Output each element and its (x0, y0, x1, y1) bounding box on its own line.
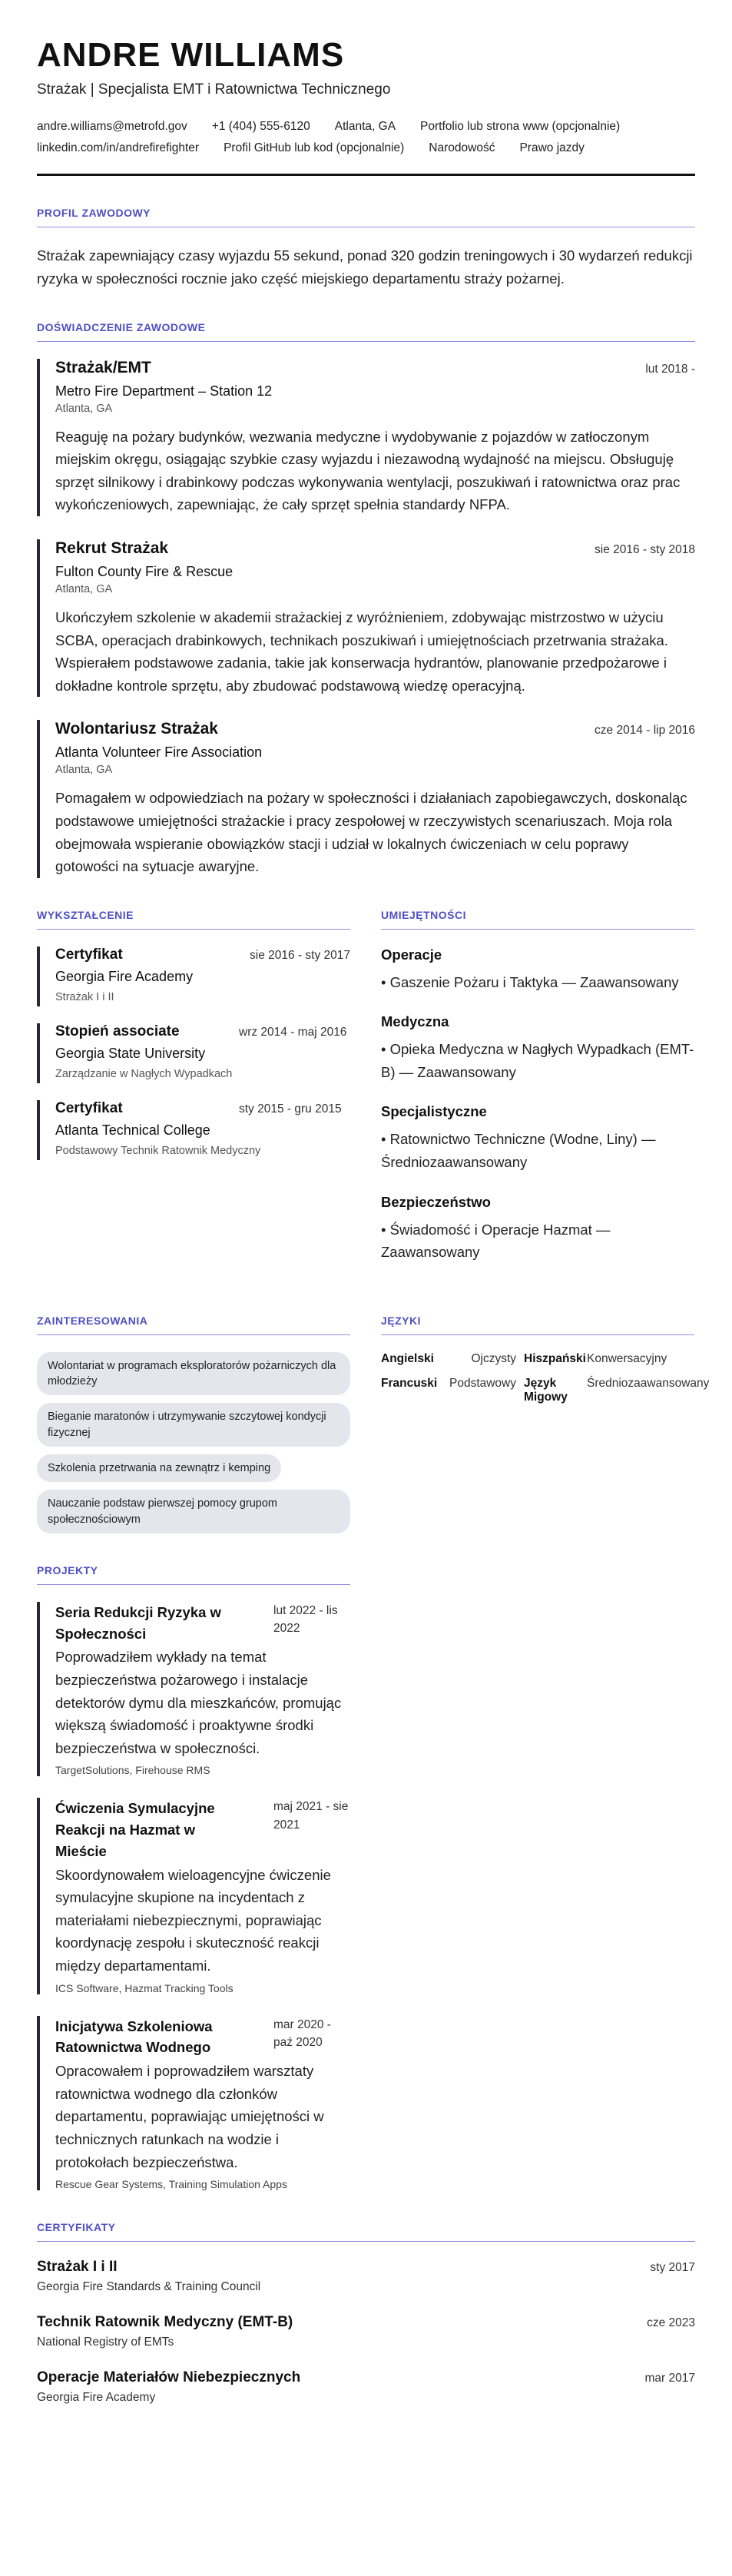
education-school: Georgia State University (55, 1045, 206, 1061)
interest-list (37, 1352, 350, 1533)
certificate-name: Operacje Materiałów Niebezpiecznych (37, 2369, 301, 2386)
section-title-skills: UMIEJĘTNOŚCI (381, 909, 694, 930)
job-entry (37, 539, 695, 697)
project-tech: Rescue Gear Systems, Training Simulation Apps (55, 2178, 287, 2191)
job-title: Wolontariusz Strażak (55, 720, 218, 738)
section-title-certificates: CERTYFIKATY (37, 2221, 695, 2242)
project-title: Seria Redukcji Ryzyka w Społeczności (55, 1603, 221, 1642)
job-description: Reaguję na pożary budynków, wezwania medyczne i wydobywanie z pojazdów w zatłoczonym miejskim okręgu, osiągając szybkie czasy wyjazdu i niezawodną wydajność na miejscu. Obsługuję sprzęt silnikowy i drabinkowy podczas wykonywania wentylacji, poszukiwań i ratownictwa oraz prac wykończeniowych, zapewniając, że cały sprzęt spełnia standardy NFPA. (55, 428, 681, 513)
skill-group (381, 1103, 694, 1173)
education-school: Georgia Fire Academy (55, 968, 194, 984)
contact-list (37, 120, 695, 155)
job-company: Atlanta Volunteer Fire Association (55, 744, 263, 761)
skill-category: Bezpieczeństwo (381, 1193, 491, 1210)
project-title: Ćwiczenia Symulacyjne Reakcji na Hazmat w Mieście (55, 1800, 215, 1859)
education-field: Zarządzanie w Nagłych Wypadkach (55, 1067, 233, 1080)
certificate-entry (37, 2314, 695, 2349)
education-entry (37, 1100, 350, 1160)
summary-text: Strażak zapewniający czasy wyjazdu 55 sekund, ponad 320 godzin treningowych i 30 wydarzeń redukcji ryzyka w społeczności rocznie jako część miejskiego departamentu straży pożarnej. (37, 247, 693, 287)
interest-chip: Nauczanie podstaw pierwszej pomocy grupom społecznościowym (37, 1490, 350, 1533)
section-title-education: WYKSZTAŁCENIE (37, 909, 350, 930)
education-entry (37, 947, 350, 1006)
section-title-interests: ZAINTERESOWANIA (37, 1315, 350, 1335)
candidate-name: ANDRE WILLIAMS (37, 36, 345, 74)
contact-linkedin[interactable]: linkedin.com/in/andrefirefighter (37, 141, 200, 155)
education-date: sie 2016 - sty 2017 (250, 948, 350, 962)
education-date: sty 2015 - gru 2015 (239, 1102, 342, 1116)
skill-group (381, 1194, 694, 1264)
section-title-summary: PROFIL ZAWODOWY (37, 207, 695, 227)
section-title-projects: PROJEKTY (37, 1564, 350, 1585)
education-field: Podstawowy Technik Ratownik Medyczny (55, 1144, 261, 1157)
certificate-date: cze 2023 (647, 2316, 695, 2330)
job-entry (37, 359, 695, 516)
contact-nationality: Narodowość (429, 141, 495, 155)
contact-portfolio[interactable]: Portfolio lub strona www (opcjonalnie) (420, 120, 621, 134)
language-level: Podstawowy (449, 1376, 516, 1390)
contact-phone[interactable]: +1 (404) 555-6120 (211, 120, 310, 134)
language-name: Hiszpański (524, 1351, 586, 1365)
contact-email[interactable]: andre.williams@metrofd.gov (37, 120, 187, 134)
job-title: Rekrut Strażak (55, 539, 169, 557)
education-field: Strażak I i II (55, 990, 114, 1003)
job-date: lut 2018 - (645, 362, 695, 376)
language-name: Francuski (381, 1376, 438, 1390)
language-level: Średniozaawansowany (587, 1376, 710, 1390)
interest-chip: Wolontariat w programach eksploratorów pożarniczych dla młodzieży (37, 1352, 350, 1396)
skill-item: • Gaszenie Pożaru i Taktyka — Zaawansowany (381, 973, 679, 990)
job-title: Strażak/EMT (55, 358, 151, 376)
section-title-experience: DOŚWIADCZENIE ZAWODOWE (37, 321, 695, 342)
certificates-section (37, 2221, 695, 2405)
skill-group (381, 947, 694, 994)
projects-section (37, 1564, 695, 2190)
job-location: Atlanta, GA (55, 582, 113, 595)
section-title-languages: JĘZYKI (381, 1315, 694, 1335)
job-description: Ukończyłem szkolenie w akademii strażackiej z wyróżnieniem, zdobywając mistrzostwo w użyciu SCBA, operacjach drabinkowych, technikach poszukiwań i umiejętnościach przetrwania strażaka. Wspierałem podstawowe zadania, takie jak konserwacja hydrantów, planowanie przedpożarowe i dokładne kontrole sprzętu, aby zbudować podstawową wiedzę operacyjną. (55, 608, 668, 694)
header-divider (37, 174, 695, 176)
project-entry (37, 1602, 350, 1776)
certificate-name: Technik Ratownik Medyczny (EMT-B) (37, 2314, 293, 2331)
certificate-issuer: Georgia Fire Academy (37, 2391, 156, 2405)
job-date: cze 2014 - lip 2016 (595, 724, 695, 738)
job-company: Metro Fire Department – Station 12 (55, 383, 273, 399)
certificate-entry (37, 2259, 695, 2294)
education-section (37, 909, 350, 1284)
certificate-entry (37, 2369, 695, 2405)
skill-category: Specjalistyczne (381, 1103, 487, 1120)
education-degree: Stopień associate (55, 1023, 180, 1039)
job-description: Pomagałem w odpowiedziach na pożary w społeczności i działaniach zapobiegawczych, doskonaląc podstawowe umiejętności strażackie i pracy zespołowej w rzeczywistych scenariuszach. Moja rola obejmowała wspieranie obowiązków stacji i udział w lokalnych ćwiczeniach w celu poprawy gotowości na sytuacje awaryjne. (55, 790, 687, 875)
education-date: wrz 2014 - maj 2016 (239, 1025, 347, 1039)
skill-category: Medyczna (381, 1013, 449, 1030)
job-date: sie 2016 - sty 2018 (595, 542, 695, 556)
education-entry (37, 1023, 350, 1083)
contact-github[interactable]: Profil GitHub lub kod (opcjonalnie) (224, 141, 405, 155)
skill-group (381, 1013, 694, 1083)
language-list (381, 1351, 710, 1404)
interests-languages-row (37, 1314, 710, 1533)
project-entry (37, 1798, 350, 1994)
project-description: Skoordynowałem wieloagencyjne ćwiczenie symulacyjne skupione na incydentach z materiałami niebezpiecznymi, poprawiając koordynację zespołu i skuteczność reakcji między departamentami. (55, 1866, 331, 1974)
interest-chip: Szkolenia przetrwania na zewnątrz i kemping (37, 1454, 281, 1482)
job-location: Atlanta, GA (55, 402, 113, 415)
project-date: mar 2020 - paź 2020 (273, 2017, 331, 2049)
languages-section (381, 1314, 710, 1533)
skill-category: Operacje (381, 946, 442, 963)
education-school: Atlanta Technical College (55, 1122, 210, 1138)
language-name: Język Migowy (524, 1376, 568, 1404)
certificate-date: mar 2017 (644, 2372, 695, 2385)
skills-section (381, 909, 694, 1284)
job-location: Atlanta, GA (55, 764, 113, 777)
project-date: maj 2021 - sie 2021 (273, 1800, 349, 1832)
education-degree: Certyfikat (55, 946, 123, 963)
certificate-issuer: Georgia Fire Standards & Training Council (37, 2280, 261, 2294)
project-tech: ICS Software, Hazmat Tracking Tools (55, 1981, 234, 1994)
job-company: Fulton County Fire & Rescue (55, 563, 234, 579)
language-name: Angielski (381, 1351, 434, 1365)
interests-section (37, 1315, 350, 1533)
certificate-name: Strażak I i II (37, 2259, 118, 2276)
project-date: lut 2022 - lis 2022 (273, 1603, 338, 1636)
candidate-headline: Strażak | Specjalista EMT i Ratownictwa Technicznego (37, 81, 391, 98)
language-level: Konwersacyjny (587, 1351, 667, 1365)
education-skills-row (37, 909, 695, 1284)
skill-item: • Opieka Medyczna w Nagłych Wypadkach (EMT-B) — Zaawansowany (381, 1041, 694, 1080)
certificate-date: sty 2017 (650, 2261, 695, 2275)
contact-driving-license: Prawo jazdy (519, 141, 585, 155)
job-entry (37, 720, 695, 877)
language-level: Ojczysty (471, 1351, 516, 1365)
contact-location: Atlanta, GA (334, 120, 396, 134)
project-description: Poprowadziłem wykłady na temat bezpieczeństwa pożarowego i instalacje detektorów dymu dla mieszkańców, promując większą świadomość i proaktywne środki bezpieczeństwa w społeczności. (55, 1649, 342, 1756)
certificate-issuer: National Registry of EMTs (37, 2336, 174, 2349)
project-tech: TargetSolutions, Firehouse RMS (55, 1764, 210, 1777)
summary-section (37, 207, 695, 290)
interest-chip: Bieganie maratonów i utrzymywanie szczytowej kondycji fizycznej (37, 1403, 350, 1447)
skill-item: • Świadomość i Operacje Hazmat — Zaawansowany (381, 1221, 611, 1261)
project-entry (37, 2016, 350, 2190)
project-description: Opracowałem i poprowadziłem warsztaty ratownictwa wodnego dla członków departamentu, poprawiając umiejętności w technicznych ratunkach na wodzie i protokołach bezpieczeństwa. (55, 2063, 324, 2170)
education-degree: Certyfikat (55, 1099, 123, 1116)
experience-section (37, 321, 695, 878)
skill-item: • Ratownictwo Techniczne (Wodne, Liny) — Średniozaawansowany (381, 1131, 656, 1171)
resume-header (37, 37, 695, 176)
project-title: Inicjatywa Szkoleniowa Ratownictwa Wodnego (55, 2017, 213, 2056)
